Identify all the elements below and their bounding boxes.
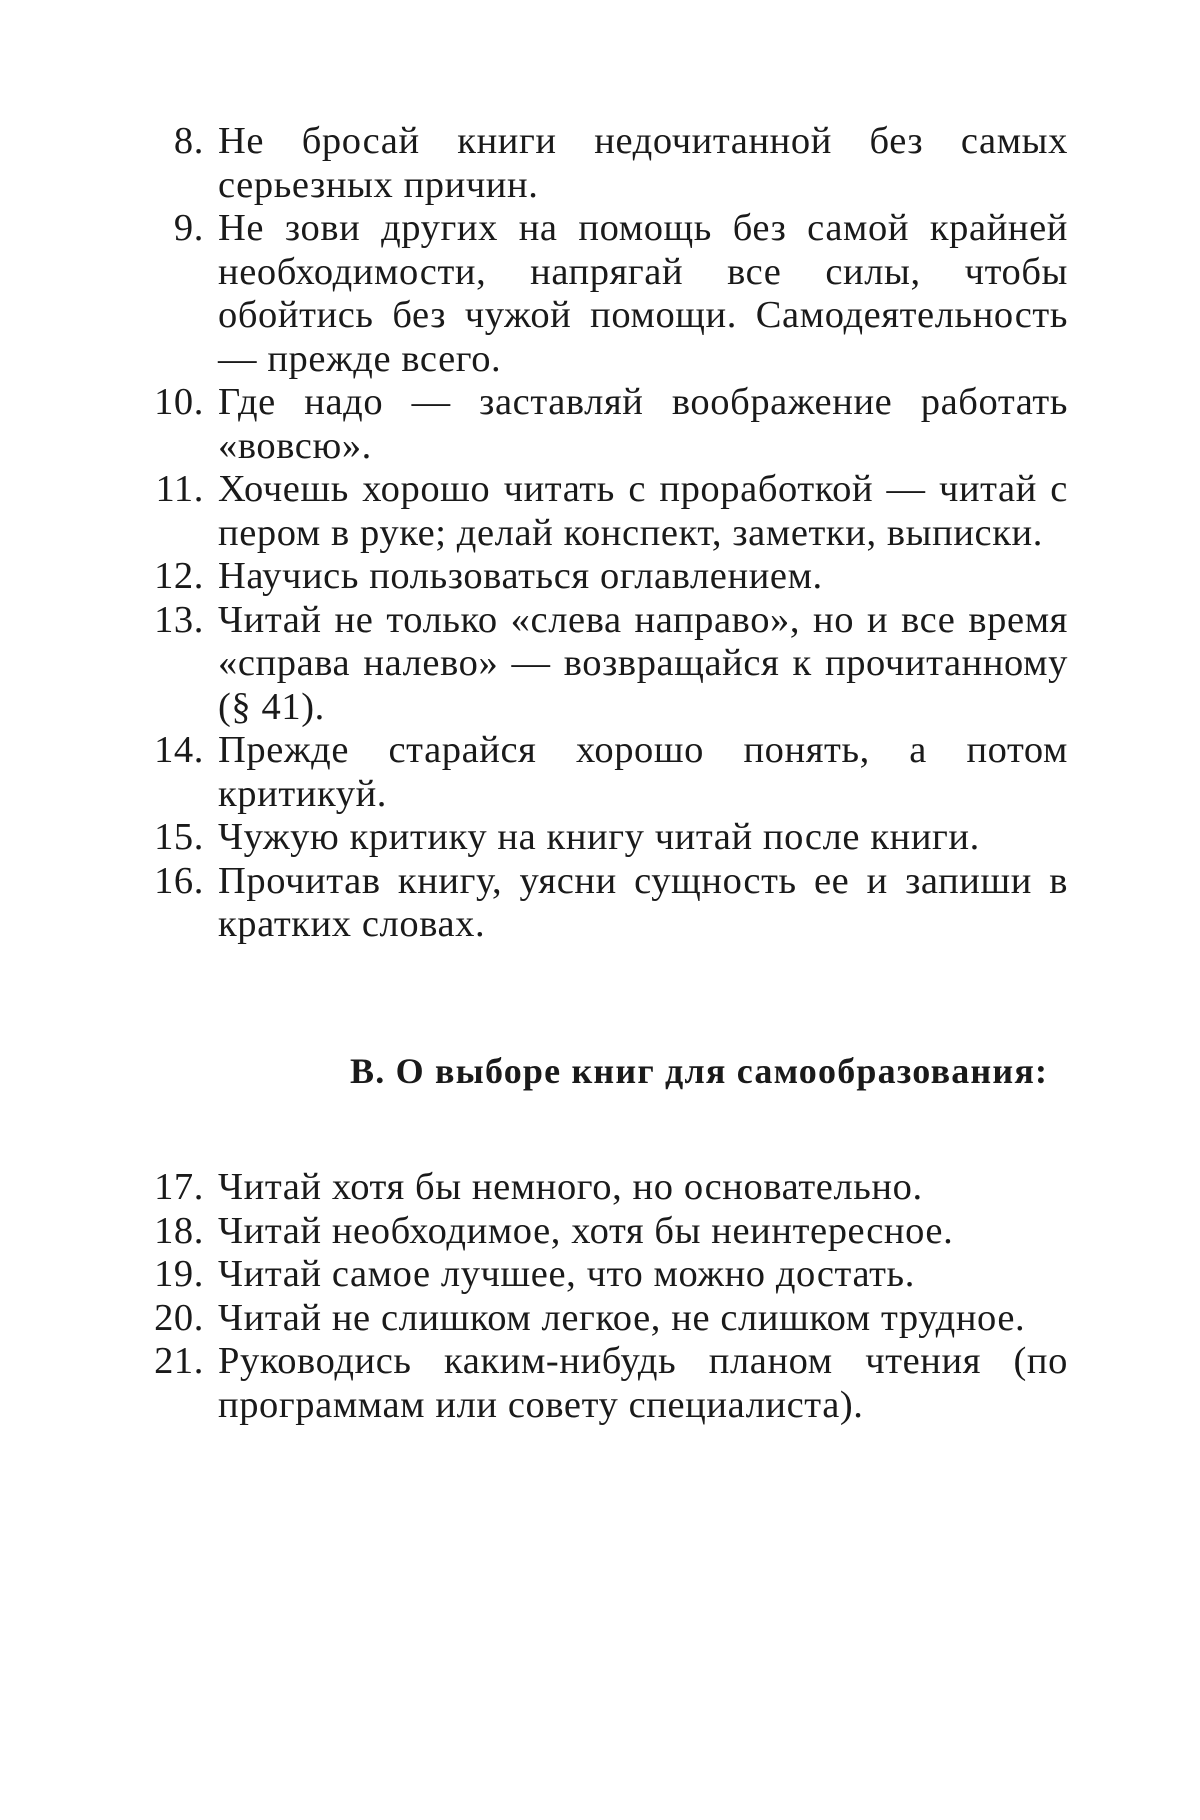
rule-item: [138, 729, 1068, 816]
rule-text: Читай хотя бы немного, но основательно.: [218, 1166, 923, 1208]
rule-text: Научись пользоваться оглавлением.: [218, 555, 823, 597]
rule-number: 10.: [154, 381, 204, 423]
rule-number: 8.: [173, 120, 204, 162]
rule-item: [138, 1210, 1068, 1254]
rule-number: 20.: [154, 1296, 204, 1339]
rule-text: Читай самое лучшее, что можно достать.: [218, 1253, 915, 1295]
rule-item: [138, 555, 1068, 599]
rule-number: 13.: [154, 598, 204, 641]
rule-text: Читай не слишком легкое, не слишком трудное.: [218, 1296, 1026, 1339]
rule-number: 18.: [154, 1209, 204, 1252]
rule-text: Читай не только «слева направо», но и все время «справа налево» — возвращайся к прочитанному (§ 41).: [218, 598, 1068, 728]
rule-text: Где надо — заставляй воображение работать «вовсю».: [218, 381, 1068, 467]
rule-item: [138, 1253, 1068, 1297]
rule-text: Не зови других на помощь без самой крайней необходимости, напрягай все силы, чтобы обойтись без чужой помощи. Самодеятельность — прежде всего.: [218, 207, 1068, 380]
rule-item: [138, 1340, 1068, 1427]
rule-text: Не бросай книги недочитанной без самых серьезных причин.: [218, 120, 1068, 206]
rule-number: 15.: [154, 816, 204, 858]
rule-number: 11.: [155, 468, 204, 510]
rule-text: Хочешь хорошо читать с проработкой — читай с пером в руке; делай конспект, заметки, выписки.: [218, 468, 1068, 554]
rule-number: 17.: [154, 1166, 204, 1208]
rule-number: 14.: [154, 729, 204, 771]
rule-item: [138, 207, 1068, 381]
rule-text: Чужую критику на книгу читай после книги.: [218, 816, 980, 858]
rule-item: [138, 599, 1068, 730]
rule-number: 9.: [173, 207, 204, 249]
rule-text: Прежде старайся хорошо понять, а потом критикуй.: [218, 729, 1068, 815]
rule-text: Руководись каким-нибудь планом чтения (по программам или совету специалиста).: [218, 1340, 1068, 1426]
rules-list: [138, 1166, 1068, 1427]
rule-number: 16.: [154, 859, 204, 902]
rule-text: Читай необходимое, хотя бы неинтересное.: [218, 1209, 954, 1252]
rule-item: [138, 120, 1068, 207]
rule-item: [138, 1166, 1068, 1210]
rule-item: [138, 381, 1068, 468]
rule-number: 19.: [154, 1253, 204, 1295]
rules-list: [138, 120, 1068, 947]
rule-number: 12.: [154, 555, 204, 597]
rule-item: [138, 816, 1068, 860]
rule-item: [138, 468, 1068, 555]
rule-text: Прочитав книгу, уясни сущность ее и запиши в кратких словах.: [218, 859, 1068, 945]
rule-item: [138, 860, 1068, 947]
rule-number: 21.: [154, 1340, 204, 1382]
section-heading: В. О выборе книг для самообразования:: [350, 1051, 1049, 1091]
rule-item: [138, 1297, 1068, 1341]
